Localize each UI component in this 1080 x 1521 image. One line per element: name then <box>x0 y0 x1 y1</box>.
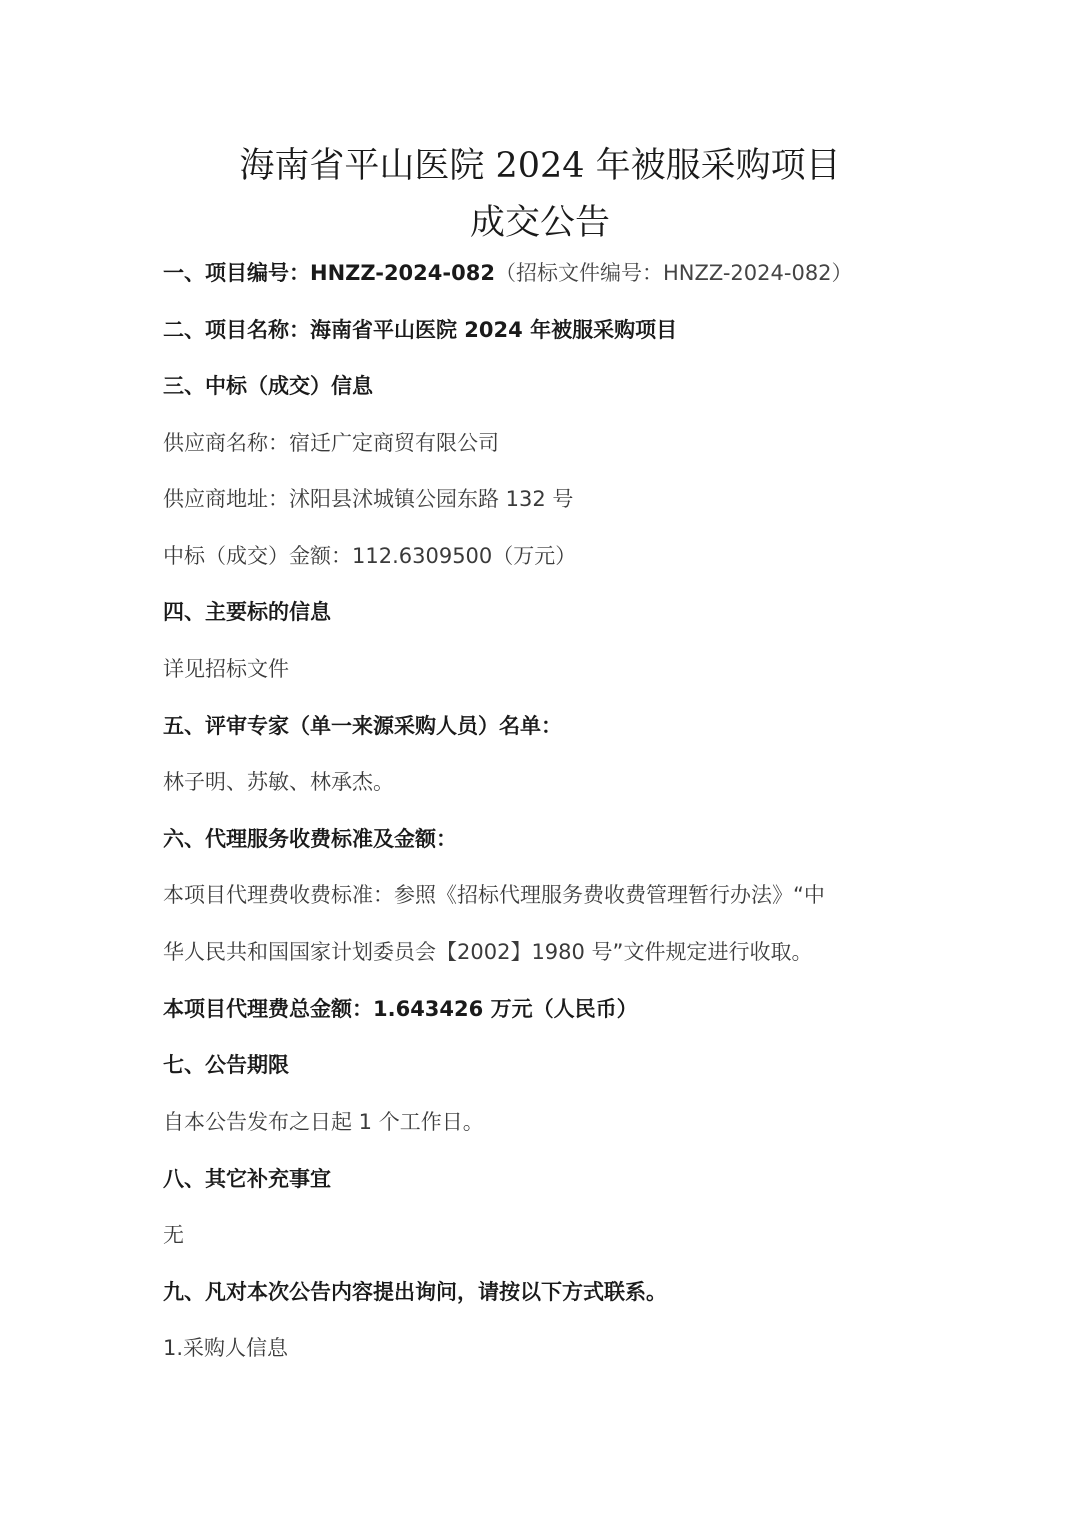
tender-document-number: （招标文件编号：HNZZ-2024-082） <box>494 261 853 285</box>
supplier-name: 供应商名称：宿迁广定商贸有限公司 <box>163 431 499 455</box>
other-matters-text: 无 <box>163 1223 184 1247</box>
subject-info-heading: 四、主要标的信息 <box>163 600 331 624</box>
agency-fee-standard-line2: 华人民共和国国家计划委员会【2002】1980 号”文件规定进行收取。 <box>163 940 813 964</box>
experts-heading: 五、评审专家（单一来源采购人员）名单： <box>163 714 562 738</box>
subject-info-text: 详见招标文件 <box>163 657 289 681</box>
project-name-heading: 二、项目名称：海南省平山医院 2024 年被服采购项目 <box>163 318 678 342</box>
document-title: 海南省平山医院 2024 年被服采购项目 <box>239 146 841 186</box>
experts-list: 林子明、苏敏、林承杰。 <box>163 770 394 794</box>
award-amount: 中标（成交）金额：112.6309500（万元） <box>163 544 577 568</box>
other-matters-heading: 八、其它补充事宜 <box>163 1167 331 1191</box>
project-number-line <box>163 258 853 288</box>
contact-heading: 九、凡对本次公告内容提出询问，请按以下方式联系。 <box>163 1280 667 1304</box>
award-info-heading: 三、中标（成交）信息 <box>163 374 373 398</box>
agency-fee-standard-line1: 本项目代理费收费标准：参照《招标代理服务费收费管理暂行办法》“中 <box>163 883 825 907</box>
project-number-heading: 一、项目编号：HNZZ-2024-082 <box>163 261 495 285</box>
notice-period-heading: 七、公告期限 <box>163 1053 289 1077</box>
purchaser-info-heading: 1.采购人信息 <box>163 1336 289 1360</box>
document-subtitle: 成交公告 <box>469 203 610 243</box>
agency-fee-heading: 六、代理服务收费标准及金额： <box>163 827 457 851</box>
supplier-address: 供应商地址：沭阳县沭城镇公园东路 132 号 <box>163 487 574 511</box>
notice-period-text: 自本公告发布之日起 1 个工作日。 <box>163 1110 484 1134</box>
agency-fee-total: 本项目代理费总金额：1.643426 万元（人民币） <box>163 997 638 1021</box>
